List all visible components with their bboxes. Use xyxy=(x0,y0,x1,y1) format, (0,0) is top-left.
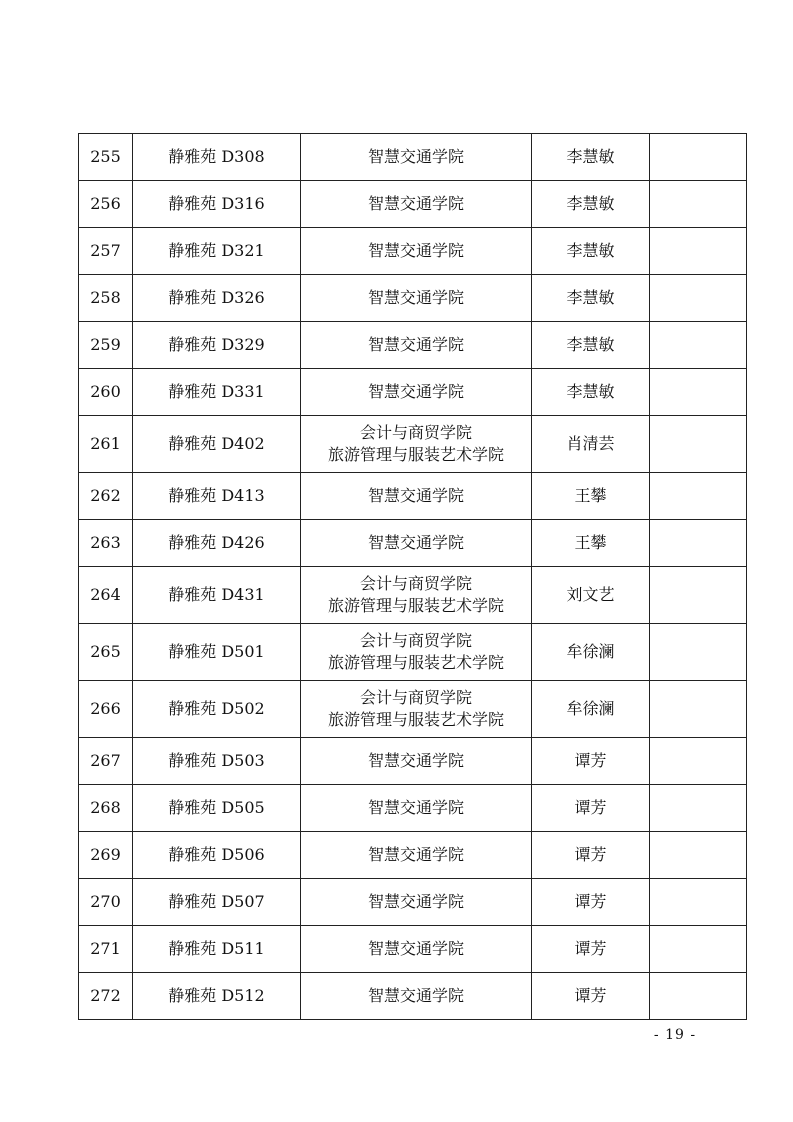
cell-room: 静雅苑 D331 xyxy=(133,369,301,416)
table-body xyxy=(79,134,747,1020)
table-row xyxy=(79,181,747,228)
cell-number: 265 xyxy=(79,624,133,681)
table-row xyxy=(79,275,747,322)
table-row xyxy=(79,681,747,738)
cell-room: 静雅苑 D321 xyxy=(133,228,301,275)
cell-number: 260 xyxy=(79,369,133,416)
cell-college: 智慧交通学院 xyxy=(301,473,532,520)
cell-note xyxy=(650,473,747,520)
cell-college: 智慧交通学院 xyxy=(301,520,532,567)
cell-note xyxy=(650,416,747,473)
cell-room: 静雅苑 D426 xyxy=(133,520,301,567)
cell-note xyxy=(650,520,747,567)
cell-room: 静雅苑 D506 xyxy=(133,832,301,879)
cell-number: 267 xyxy=(79,738,133,785)
table-row xyxy=(79,473,747,520)
cell-note xyxy=(650,926,747,973)
cell-number: 269 xyxy=(79,832,133,879)
dormitory-table xyxy=(78,133,747,1020)
cell-room: 静雅苑 D502 xyxy=(133,681,301,738)
cell-college: 会计与商贸学院 旅游管理与服装艺术学院 xyxy=(301,416,532,473)
cell-room: 静雅苑 D507 xyxy=(133,879,301,926)
table-row xyxy=(79,228,747,275)
cell-person: 刘文艺 xyxy=(532,567,650,624)
cell-person: 王攀 xyxy=(532,520,650,567)
cell-note xyxy=(650,832,747,879)
cell-note xyxy=(650,181,747,228)
cell-room: 静雅苑 D511 xyxy=(133,926,301,973)
cell-college: 会计与商贸学院 旅游管理与服装艺术学院 xyxy=(301,681,532,738)
table-row xyxy=(79,322,747,369)
cell-college: 智慧交通学院 xyxy=(301,369,532,416)
cell-person: 谭芳 xyxy=(532,879,650,926)
cell-college: 智慧交通学院 xyxy=(301,275,532,322)
cell-room: 静雅苑 D503 xyxy=(133,738,301,785)
cell-room: 静雅苑 D505 xyxy=(133,785,301,832)
cell-person: 牟徐澜 xyxy=(532,624,650,681)
cell-number: 272 xyxy=(79,973,133,1020)
table-row xyxy=(79,369,747,416)
cell-person: 谭芳 xyxy=(532,738,650,785)
cell-note xyxy=(650,681,747,738)
cell-room: 静雅苑 D402 xyxy=(133,416,301,473)
cell-note xyxy=(650,785,747,832)
table-row xyxy=(79,832,747,879)
cell-room: 静雅苑 D329 xyxy=(133,322,301,369)
table-row xyxy=(79,973,747,1020)
cell-person: 李慧敏 xyxy=(532,369,650,416)
cell-room: 静雅苑 D326 xyxy=(133,275,301,322)
cell-number: 255 xyxy=(79,134,133,181)
cell-note xyxy=(650,567,747,624)
cell-note xyxy=(650,228,747,275)
cell-college: 智慧交通学院 xyxy=(301,738,532,785)
cell-person: 谭芳 xyxy=(532,785,650,832)
table-row xyxy=(79,785,747,832)
cell-person: 牟徐澜 xyxy=(532,681,650,738)
cell-room: 静雅苑 D431 xyxy=(133,567,301,624)
cell-person: 谭芳 xyxy=(532,832,650,879)
cell-room: 静雅苑 D512 xyxy=(133,973,301,1020)
cell-number: 259 xyxy=(79,322,133,369)
cell-number: 268 xyxy=(79,785,133,832)
cell-person: 谭芳 xyxy=(532,926,650,973)
cell-college: 智慧交通学院 xyxy=(301,785,532,832)
cell-room: 静雅苑 D501 xyxy=(133,624,301,681)
cell-college: 智慧交通学院 xyxy=(301,973,532,1020)
table-row xyxy=(79,738,747,785)
cell-person: 王攀 xyxy=(532,473,650,520)
cell-college: 智慧交通学院 xyxy=(301,134,532,181)
cell-note xyxy=(650,134,747,181)
cell-person: 李慧敏 xyxy=(532,134,650,181)
cell-person: 肖清芸 xyxy=(532,416,650,473)
cell-number: 262 xyxy=(79,473,133,520)
cell-note xyxy=(650,738,747,785)
table-row xyxy=(79,416,747,473)
cell-note xyxy=(650,369,747,416)
table-row xyxy=(79,624,747,681)
table-row xyxy=(79,926,747,973)
cell-person: 李慧敏 xyxy=(532,275,650,322)
table-row xyxy=(79,134,747,181)
cell-person: 李慧敏 xyxy=(532,322,650,369)
cell-college: 智慧交通学院 xyxy=(301,832,532,879)
cell-number: 257 xyxy=(79,228,133,275)
table-row xyxy=(79,567,747,624)
cell-number: 271 xyxy=(79,926,133,973)
cell-number: 266 xyxy=(79,681,133,738)
cell-number: 261 xyxy=(79,416,133,473)
cell-number: 270 xyxy=(79,879,133,926)
cell-room: 静雅苑 D316 xyxy=(133,181,301,228)
cell-note xyxy=(650,275,747,322)
cell-note xyxy=(650,879,747,926)
cell-room: 静雅苑 D308 xyxy=(133,134,301,181)
cell-note xyxy=(650,322,747,369)
cell-college: 智慧交通学院 xyxy=(301,181,532,228)
cell-person: 李慧敏 xyxy=(532,181,650,228)
cell-number: 258 xyxy=(79,275,133,322)
cell-college: 智慧交通学院 xyxy=(301,879,532,926)
cell-note xyxy=(650,973,747,1020)
cell-number: 263 xyxy=(79,520,133,567)
cell-person: 谭芳 xyxy=(532,973,650,1020)
cell-number: 264 xyxy=(79,567,133,624)
table-row xyxy=(79,520,747,567)
cell-college: 会计与商贸学院 旅游管理与服装艺术学院 xyxy=(301,567,532,624)
cell-note xyxy=(650,624,747,681)
page-number: - 19 - xyxy=(653,1027,697,1043)
cell-person: 李慧敏 xyxy=(532,228,650,275)
cell-number: 256 xyxy=(79,181,133,228)
cell-college: 智慧交通学院 xyxy=(301,926,532,973)
cell-college: 智慧交通学院 xyxy=(301,322,532,369)
cell-college: 智慧交通学院 xyxy=(301,228,532,275)
cell-room: 静雅苑 D413 xyxy=(133,473,301,520)
table-row xyxy=(79,879,747,926)
cell-college: 会计与商贸学院 旅游管理与服装艺术学院 xyxy=(301,624,532,681)
